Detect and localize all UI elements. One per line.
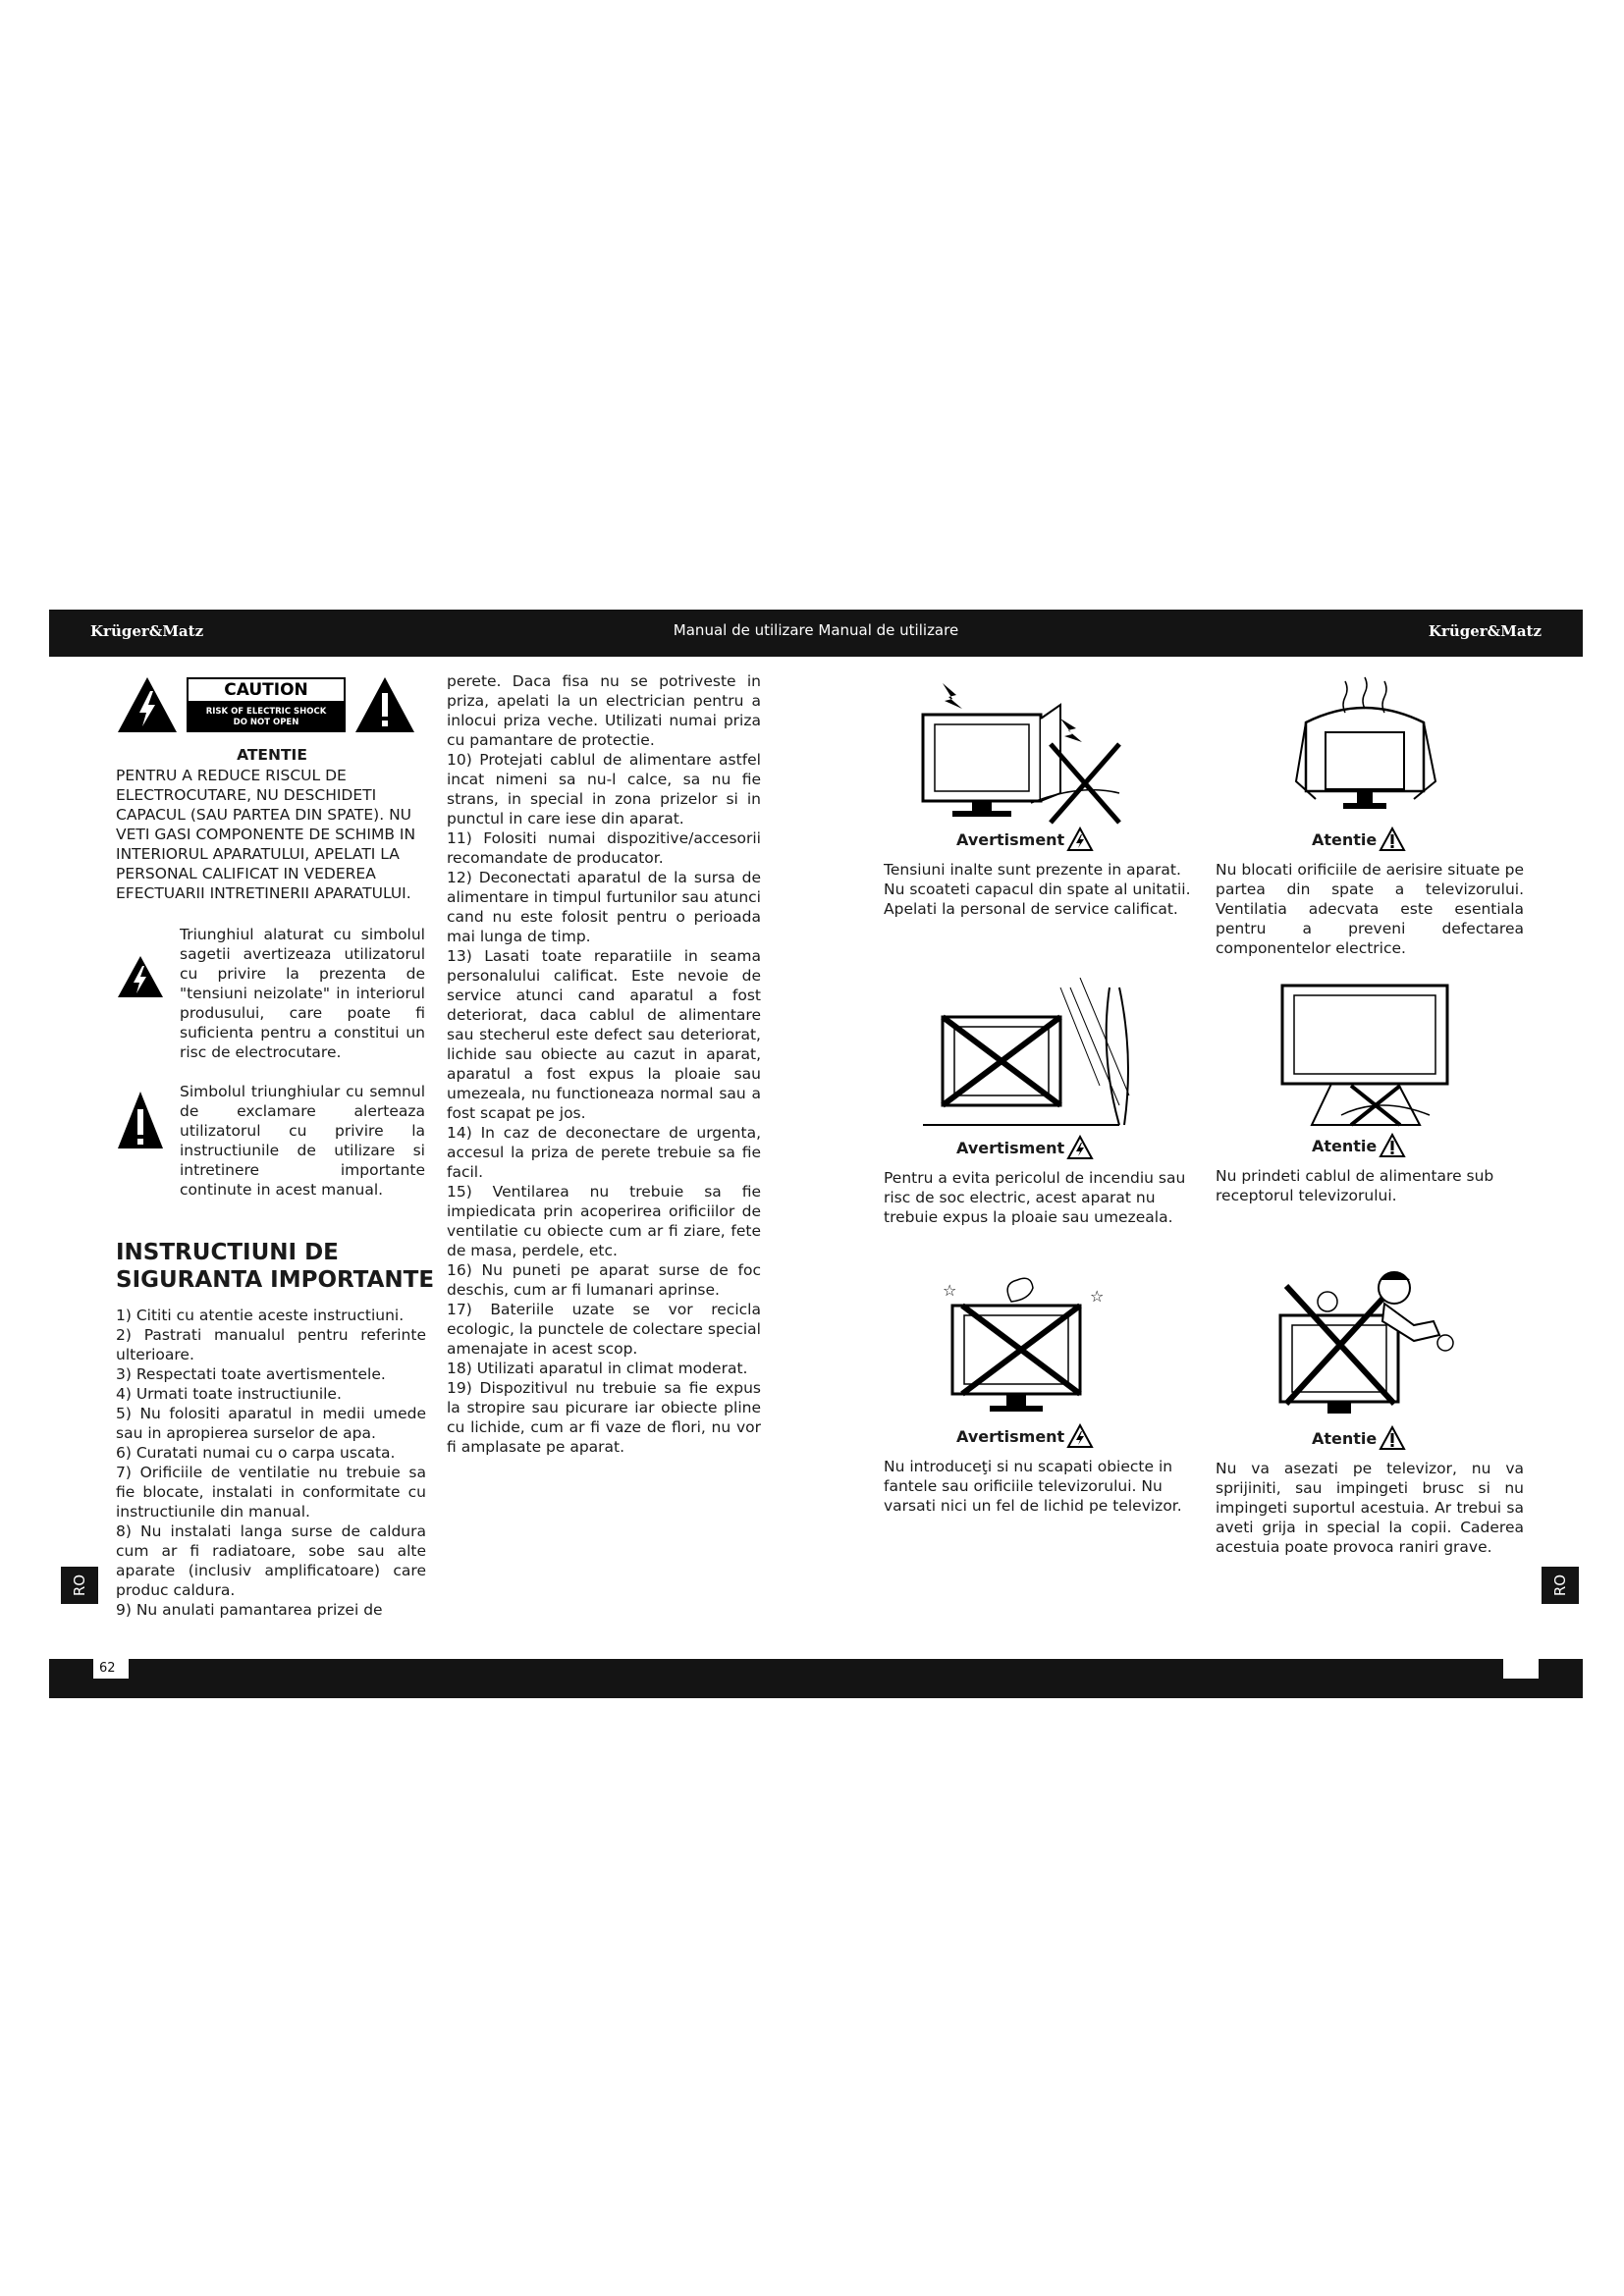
instruction-item: perete. Daca fisa nu se potriveste in priza, apelati la un electrician pentru a inlocui priza veche. Utilizati numai priza cu pamantare de protectie. <box>447 672 761 749</box>
illustration-text: Nu prindeti cablul de alimentare sub receptorul televizorului. <box>1216 1167 1494 1204</box>
instruction-item: 15) Ventilarea nu trebuie sa fie impiedicata prin acoperirea orificiilor de ventilatie cu obiecte cum ar fi ziare, fete de masa, perdele, etc. <box>447 1183 761 1259</box>
illustration-caption: Avertisment <box>956 1135 1094 1160</box>
page-number-left: 62 <box>93 1659 129 1679</box>
instruction-item: 5) Nu folositi aparatul in medii umede sau in apropierea surselor de apa. <box>116 1405 426 1442</box>
caution-box <box>187 677 346 732</box>
instruction-item: 11) Folositi numai dispozitive/accesorii recomandate de producator. <box>447 829 761 867</box>
illustration-text: Pentru a evita pericolul de incendiu sau risc de soc electric, acest aparat nu trebuie expus la ploaie sau umezeala. <box>884 1169 1186 1226</box>
exclamation-warning-icon <box>353 675 416 734</box>
instruction-item: 3) Respectati toate avertismentele. <box>116 1365 386 1383</box>
lightning-symbol-description: Triunghiul alaturat cu simbolul sagetii avertizeaza utilizatorul cu privire la prezenta de "tensiuni neizolate" in interiorul produsului, care poate fi suficienta pentru a constitui un risc de electrocutare. <box>180 926 425 1061</box>
instructions-column-1 <box>116 1306 426 1620</box>
tv-high-voltage-illustration <box>884 675 1139 832</box>
tv-objects-illustration <box>933 1266 1119 1423</box>
instruction-item: 1) Cititi cu atentie aceste instructiuni. <box>116 1307 405 1324</box>
illustration-text: Nu introduceţi si nu scapati obiecte in fantele sau orificiile televizorului. Nu varsati nici un fel de lichid pe televizor. <box>884 1458 1182 1515</box>
illustration-caption: Atentie <box>1312 1425 1406 1451</box>
tv-rain-illustration <box>923 978 1139 1145</box>
caution-label <box>116 673 422 738</box>
svg-text:☆: ☆ <box>1090 1287 1105 1306</box>
svg-text:☆: ☆ <box>943 1281 957 1300</box>
footer-bar <box>49 1659 1583 1698</box>
caution-title: CAUTION <box>189 679 344 703</box>
lightning-warning-icon <box>1066 1135 1094 1160</box>
instruction-item: 18) Utilizati aparatul in climat moderat. <box>447 1360 748 1377</box>
instruction-item: 17) Bateriile uzate se vor recicla ecologic, la punctele de colectare special amenajate in acest scop. <box>447 1301 761 1358</box>
exclamation-triangle-icon <box>116 1090 165 1150</box>
instruction-item: 9) Nu anulati pamantarea prizei de <box>116 1601 383 1619</box>
lightning-warning-icon <box>116 675 179 734</box>
illustration-caption: Atentie <box>1312 827 1406 852</box>
illustration-text: Nu blocati orificiile de aerisire situate pe partea din spate a televizorului. Ventilatia adecvata este esentiala pentru a preveni defectarea componentelor electrice. <box>1216 861 1524 957</box>
instruction-item: 16) Nu puneti pe aparat surse de foc deschis, cum ar fi lumanari aprinse. <box>447 1261 761 1299</box>
instruction-item: 14) In caz de deconectare de urgenta, accesul la priza de perete trebuie sa fie facil. <box>447 1124 761 1181</box>
brand-logo-left: Krüger&Matz <box>90 622 204 640</box>
caution-subtitle: RISK OF ELECTRIC SHOCK DO NOT OPEN <box>189 703 344 732</box>
instructions-column-2 <box>447 671 761 1457</box>
illustration-text: Nu va asezati pe televizor, nu va sprijiniti, sau impingeti brusc si nu impingeti suportul acestuia. Ar trebui sa aveti grija in special la copii. Caderea acestuia poate provoca raniri grave. <box>1216 1460 1524 1556</box>
instruction-item: 4) Urmati toate instructiunile. <box>116 1385 342 1403</box>
instruction-item: 12) Deconectati aparatul de la sursa de alimentare in timpul furtunilor sau atunci cand nu este folosit pentru o perioada mai lunga de timp. <box>447 869 761 945</box>
header-bar <box>49 610 1583 657</box>
illustration-caption: Avertisment <box>956 827 1094 852</box>
atentie-text: PENTRU A REDUCE RISCUL DE ELECTROCUTARE, NU DESCHIDETI CAPACUL (SAU PARTEA DIN SPATE). NU VETI GASI COMPONENTE DE SCHIMB IN INTERIORUL APARATULUI, APELATI LA PERSONAL CALIFICAT IN VEDEREA EFECTUARII INTRETINERII APARATULUI. <box>116 767 416 902</box>
lightning-warning-icon <box>1066 1423 1094 1449</box>
exclamation-warning-icon <box>1379 1425 1406 1451</box>
atentie-heading: ATENTIE <box>237 746 307 764</box>
instruction-item: 7) Orificiile de ventilatie nu trebuie sa fie blocate, instalati in conformitate cu instructiunile din manual. <box>116 1464 426 1521</box>
side-tab-left: RO <box>61 1567 98 1604</box>
header-title: Manual de utilizare Manual de utilizare <box>673 621 959 639</box>
instruction-item: 6) Curatati numai cu o carpa uscata. <box>116 1444 396 1462</box>
exclamation-symbol-description: Simbolul triunghiular cu semnul de exclamare alerteaza utilizatorul cu privire la instructiunile de utilizare si intretinere importante continute in acest manual. <box>180 1083 425 1199</box>
instruction-item: 2) Pastrati manualul pentru referinte ulterioare. <box>116 1326 426 1363</box>
safety-heading: INSTRUCTIUNI DE SIGURANTA IMPORTANTE <box>116 1240 435 1293</box>
instruction-item: 10) Protejati cablul de alimentare astfel incat nimeni sa nu-l calce, sa nu fie strans, in special in zona prizelor si in punctul in care iese din aparat. <box>447 751 761 828</box>
tv-cable-illustration <box>1272 978 1459 1135</box>
illustration-caption: Avertisment <box>956 1423 1094 1449</box>
exclamation-warning-icon <box>1379 827 1406 852</box>
side-tab-right: RO <box>1542 1567 1579 1604</box>
illustration-text: Tensiuni inalte sunt prezente in aparat. Nu scoateti capacul din spate al unitatii. Apelati la personal de service calificat. <box>884 861 1191 918</box>
lightning-warning-icon <box>1066 827 1094 852</box>
instruction-item: 13) Lasati toate reparatiile in seama personalului calificat. Este nevoie de service atunci cand aparatul a fost deteriorat, daca cablul de alimentare sau stecherul este defect sau deteriorat, lichide sau obiecte au cazut in aparat, aparatul a fost expus la ploaie sau umezeala, nu functioneaza normal sau a fost scapat pe jos. <box>447 947 761 1122</box>
tv-covered-illustration <box>1276 673 1453 830</box>
page-number-right <box>1503 1659 1539 1679</box>
illustration-caption: Atentie <box>1312 1133 1406 1158</box>
instruction-item: 8) Nu instalati langa surse de caldura cum ar fi radiatoare, sobe sau alte aparate (inclusiv amplificatoare) care produc caldura. <box>116 1522 426 1599</box>
instruction-item: 19) Dispozitivul nu trebuie sa fie expus la stropire sau picurare iar obiecte pline cu lichide, cum ar fi vaze de flori, nu vor fi amplasate pe aparat. <box>447 1379 761 1456</box>
exclamation-warning-icon <box>1379 1133 1406 1158</box>
brand-logo-right: Krüger&Matz <box>1428 622 1542 640</box>
tv-child-climbing-illustration <box>1267 1266 1463 1423</box>
lightning-triangle-icon <box>116 954 165 999</box>
